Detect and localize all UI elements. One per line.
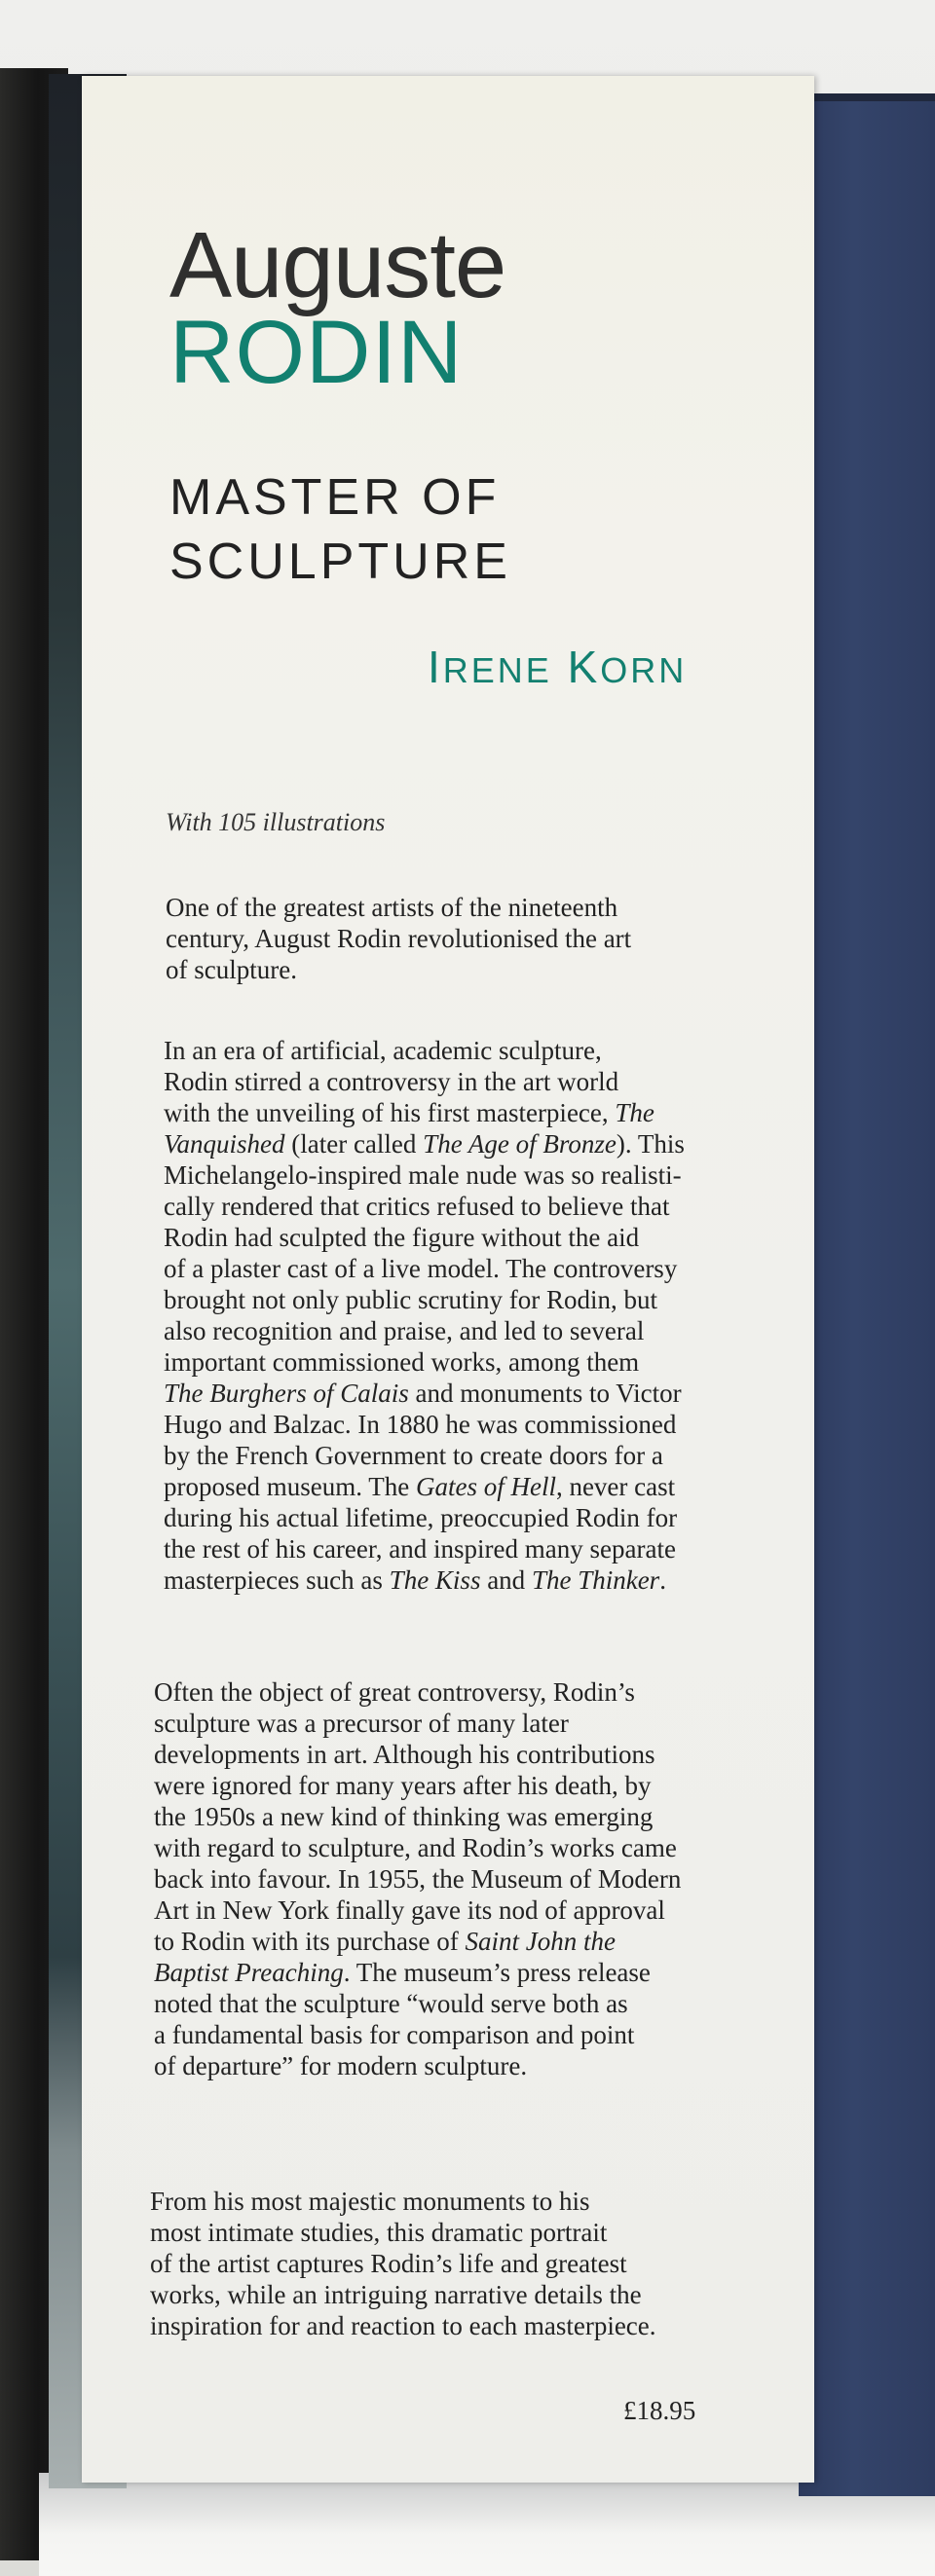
text-run: brought not only public scrutiny for Rodin, but xyxy=(164,1285,657,1314)
text-line xyxy=(154,1801,681,1832)
text-line xyxy=(150,2217,656,2248)
price: £18.95 xyxy=(623,2396,696,2425)
text-run: with the unveiling of his first masterpiece, xyxy=(164,1098,616,1127)
text-line xyxy=(164,1097,685,1128)
author-first-initial: I xyxy=(428,642,443,692)
text-line xyxy=(164,1191,685,1222)
text-line xyxy=(154,1988,681,2019)
text-line xyxy=(164,1315,685,1346)
text-run: developments in art. Although his contributions xyxy=(154,1740,655,1769)
text-run: In an era of artificial, academic sculpture, xyxy=(164,1036,602,1065)
italic-title: The Kiss xyxy=(389,1565,481,1595)
text-run: Michelangelo-inspired male nude was so realisti- xyxy=(164,1160,682,1190)
text-run: Hugo and Balzac. In 1880 he was commissioned xyxy=(164,1410,677,1439)
text-run: proposed museum. The xyxy=(164,1472,416,1501)
text-run: inspiration for and reaction to each masterpiece. xyxy=(150,2311,656,2340)
title-first-name: Auguste xyxy=(169,213,506,317)
text-line xyxy=(154,1957,681,1988)
text-line xyxy=(154,1770,681,1801)
text-run: of a plaster cast of a live model. The controversy xyxy=(164,1254,678,1283)
text-run: and xyxy=(480,1565,532,1595)
text-run: back into favour. In 1955, the Museum of Modern xyxy=(154,1864,682,1894)
author-last-rest: ORN xyxy=(600,650,688,690)
text-line xyxy=(164,1564,685,1596)
text-line xyxy=(150,2186,656,2217)
text-run: most intimate studies, this dramatic portrait xyxy=(150,2218,608,2247)
author-first-rest: RENE xyxy=(442,650,552,690)
text-run: century, August Rodin revolutionised the art xyxy=(166,924,632,953)
back-cover-board xyxy=(799,93,935,2496)
italic-title: Vanquished xyxy=(164,1129,285,1159)
text-line xyxy=(166,923,631,954)
text-run: by the French Government to create doors for a xyxy=(164,1441,663,1470)
blurb-paragraph-controversy xyxy=(164,1035,685,1596)
text-line xyxy=(154,1895,681,1926)
italic-title: Baptist Preaching xyxy=(154,1958,344,1987)
text-line xyxy=(166,892,631,923)
text-run: of sculpture. xyxy=(166,955,297,984)
text-line xyxy=(164,1533,685,1564)
italic-title: Saint John the xyxy=(465,1927,616,1956)
text-line xyxy=(164,1066,685,1097)
text-run: of the artist captures Rodin’s life and greatest xyxy=(150,2249,627,2278)
text-run: Often the object of great controversy, Rodin’s xyxy=(154,1677,635,1707)
text-run: . xyxy=(659,1565,666,1595)
text-line xyxy=(154,1926,681,1957)
text-line xyxy=(154,2019,681,2050)
text-line xyxy=(164,1378,685,1409)
text-run: One of the greatest artists of the nineteenth xyxy=(166,893,618,922)
italic-title: The Thinker xyxy=(531,1565,660,1595)
text-run: From his most majestic monuments to his xyxy=(150,2187,590,2216)
text-run: of departure” for modern sculpture. xyxy=(154,2051,528,2080)
text-line xyxy=(164,1253,685,1284)
italic-title: Gates of Hell xyxy=(415,1472,556,1501)
text-run: Rodin had sculpted the figure without the aid xyxy=(164,1223,640,1252)
text-run: and monuments to Victor xyxy=(408,1379,682,1408)
text-run: were ignored for many years after his death, by xyxy=(154,1771,652,1800)
text-run: also recognition and praise, and led to several xyxy=(164,1316,645,1345)
text-line xyxy=(154,1708,681,1739)
blurb-paragraph-summary xyxy=(150,2186,656,2341)
text-line xyxy=(164,1222,685,1253)
author-last-initial: K xyxy=(567,642,601,692)
author-name xyxy=(428,641,687,693)
text-run: . The museum’s press release xyxy=(343,1958,651,1987)
text-run: a fundamental basis for comparison and point xyxy=(154,2020,635,2049)
text-line xyxy=(164,1409,685,1440)
blurb-paragraph-intro xyxy=(166,892,631,985)
text-line xyxy=(164,1159,685,1191)
subtitle-line: SCULPTURE xyxy=(169,534,511,590)
text-line xyxy=(164,1284,685,1315)
text-run: Art in New York finally gave its nod of approval xyxy=(154,1895,665,1925)
text-line xyxy=(164,1471,685,1502)
text-run: works, while an intriguing narrative details the xyxy=(150,2280,642,2309)
text-line xyxy=(164,1128,685,1159)
text-line xyxy=(164,1346,685,1378)
text-run: important commissioned works, among them xyxy=(164,1347,640,1377)
text-run: ). This xyxy=(616,1129,685,1159)
text-line xyxy=(154,1863,681,1895)
text-line xyxy=(164,1502,685,1533)
text-line xyxy=(150,2310,656,2341)
text-run: the rest of his career, and inspired many separate xyxy=(164,1534,676,1564)
text-line xyxy=(166,954,631,985)
text-run: noted that the sculpture “would serve both as xyxy=(154,1989,628,2018)
text-run: the 1950s a new kind of thinking was emerging xyxy=(154,1802,654,1831)
italic-title: The xyxy=(615,1098,654,1127)
text-run: to Rodin with its purchase of xyxy=(154,1927,466,1956)
text-run: sculpture was a precursor of many later xyxy=(154,1709,569,1738)
text-run: cally rendered that critics refused to believe that xyxy=(164,1192,670,1221)
illustrations-note: With 105 illustrations xyxy=(166,808,386,836)
italic-title: The Age of Bronze xyxy=(423,1129,617,1159)
text-line xyxy=(164,1440,685,1471)
text-line xyxy=(150,2248,656,2279)
text-line xyxy=(150,2279,656,2310)
text-line xyxy=(154,2050,681,2081)
title-last-name: RODIN xyxy=(169,303,464,402)
text-run: with regard to sculpture, and Rodin’s works came xyxy=(154,1833,677,1862)
subtitle-line: MASTER OF xyxy=(169,469,501,526)
text-line xyxy=(164,1035,685,1066)
blurb-paragraph-legacy xyxy=(154,1676,681,2081)
text-line xyxy=(154,1739,681,1770)
text-run: (later called xyxy=(284,1129,424,1159)
text-run: masterpieces such as xyxy=(164,1565,390,1595)
jacket-flap xyxy=(82,76,814,2483)
text-line xyxy=(154,1832,681,1863)
italic-title: The Burghers of Calais xyxy=(164,1379,409,1408)
text-run: Rodin stirred a controversy in the art world xyxy=(164,1067,619,1096)
text-run: , never cast xyxy=(555,1472,676,1501)
subtitle xyxy=(169,465,511,594)
text-line xyxy=(154,1676,681,1708)
text-run: during his actual lifetime, preoccupied Rodin for xyxy=(164,1503,678,1532)
